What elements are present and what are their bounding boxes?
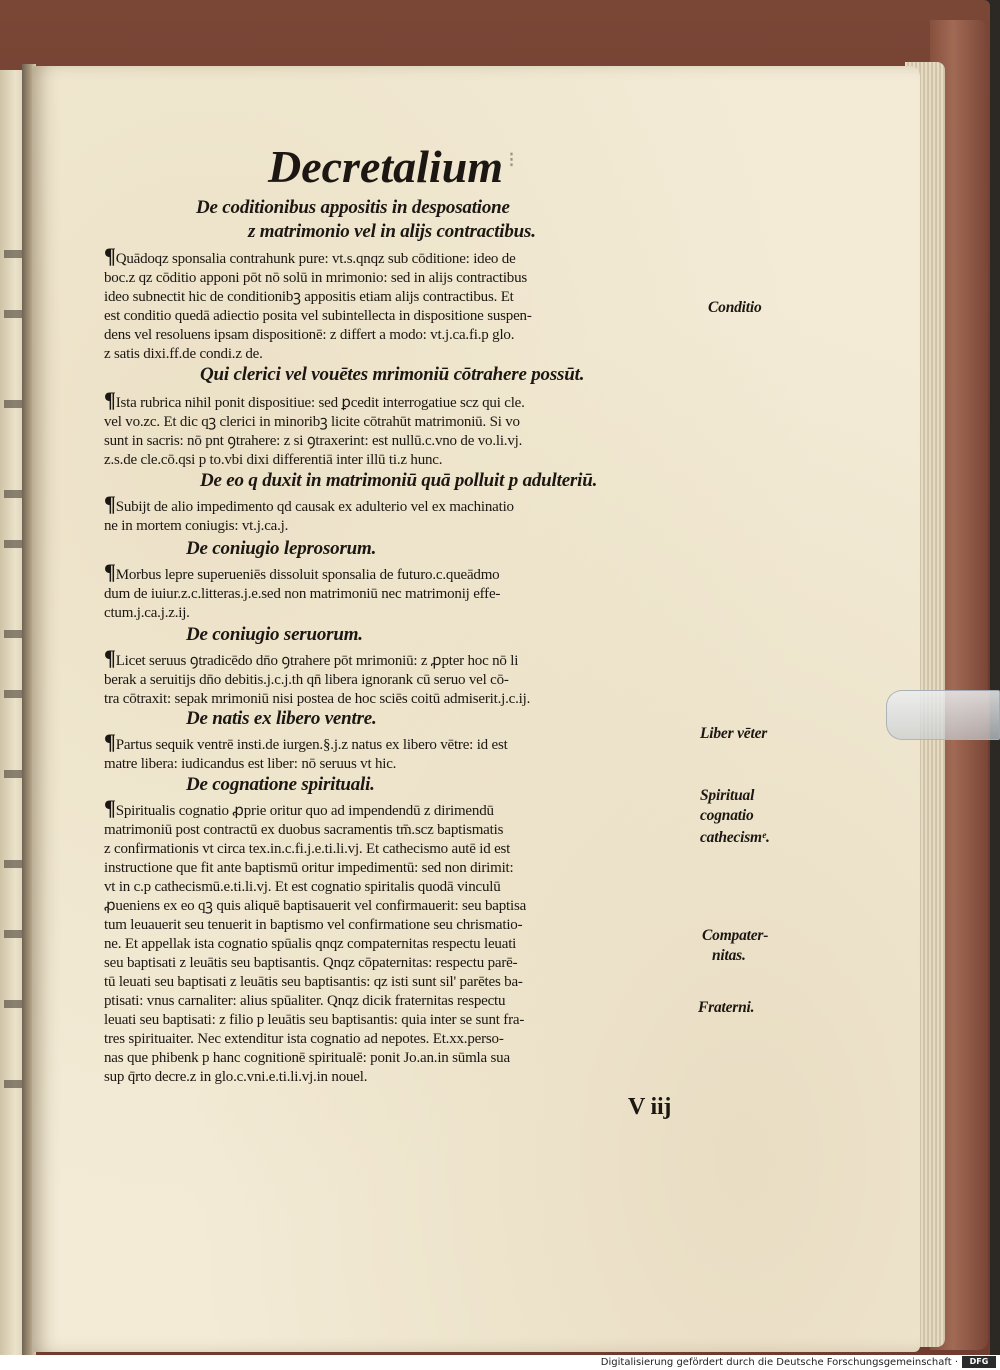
text-line: ꝓueniens ex eo qꝫ quis aliquē baptisauerit vel confirmauerit: seu baptisa: [104, 898, 527, 914]
paragraph-mark-icon: ¶: [104, 387, 116, 412]
dfg-logo: DFG: [962, 1356, 996, 1368]
text-line: boc.z qz cōditio apponi pōt nō solū in mrimonio: sed in alijs contractibus: [104, 270, 528, 286]
text-line: dum de iuiur.z.c.litteras.j.e.sed non matrimoniū nec matrimonij effe-: [104, 586, 501, 602]
section-heading: De eo q duxit in matrimoniū quā polluit p adulteriū.: [200, 470, 598, 491]
section-heading: De cognatione spirituali.: [186, 774, 375, 795]
text-line: tra cōtraxit: sepak mrimoniū nisi postea de hoc sciēs coitū admiserit.j.c.ij.: [104, 691, 531, 707]
section-body: [104, 795, 527, 1087]
text-line-content: Licet seruus ꝯtradicēdo dn̄o ꝯtrahere pōt mrimoniū: z ꝓpter hoc nō li: [115, 653, 519, 669]
section-body: [104, 491, 514, 536]
text-line: berak a seruitijs dn̄o debitis.j.c.j.th qn̄ libera ignorank cū seruo vel cō-: [104, 672, 509, 688]
text-line: z.s.de cle.cō.qsi p to.vbi dixi differentiā inter illū ti.z hunc.: [104, 452, 443, 468]
heading-line: De coditionibus appositis in desposatione: [196, 197, 510, 218]
paragraph-mark-icon: ¶: [104, 645, 116, 670]
margin-note: cathecismᵉ.: [700, 829, 770, 846]
page-title: Decretalium: [268, 141, 504, 192]
section-heading: Qui clerici vel vouētes mrimoniū cōtrahere possūt.: [200, 364, 585, 385]
text-line: [104, 491, 514, 517]
text-line: matre libera: iudicandus est liber: nō seruus vt hic.: [104, 756, 397, 772]
footer-credit: Digitalisierung gefördert durch die Deutsche Forschungsgemeinschaft ·: [600, 1357, 958, 1368]
text-line: ctum.j.ca.j.z.ij.: [104, 605, 190, 621]
section-body: [104, 243, 532, 364]
section-body: [104, 387, 525, 470]
text-line: [104, 243, 532, 269]
text-line: seu baptisati z leuātis seu baptisantis. Qnqz cōpaternitas: respectu parē-: [104, 955, 518, 971]
section-heading: De natis ex libero ventre.: [186, 708, 377, 729]
section-heading: [196, 196, 536, 244]
text-line: ptisati: vnus carnaliter: alius spūaliter. Qnqz dicik fraternitas respectu: [104, 993, 506, 1009]
page-clip: [886, 690, 1000, 740]
paragraph-mark-icon: ¶: [104, 795, 116, 820]
paragraph-mark-icon: ¶: [104, 559, 116, 584]
text-line: leuati seu baptisati: z filio p leuātis seu baptisantis: quia inter se sunt fra-: [104, 1012, 525, 1028]
text-line: ne. Et appellak ista cognatio spūalis qnqz compaternitas respectu leuati: [104, 936, 517, 952]
text-line: dens vel resoluens ipsam dispositionē: z differt a modo: vt.j.ca.fi.p glo.: [104, 327, 515, 343]
section-body: [104, 729, 508, 774]
margin-note: Liber vēter: [700, 725, 768, 742]
section-body: [104, 645, 531, 709]
margin-note: Conditio: [708, 299, 762, 316]
text-line: ideo subnectit hic de conditionibꝫ appositis etiam alijs contractibus. Et: [104, 289, 514, 305]
text-line: matrimoniū post contractū ex duobus sacramentis tm̄.scz baptismatis: [104, 822, 504, 838]
text-line-content: Subijt de alio impedimento qd causak ex adulterio vel ex machinatio: [115, 499, 514, 515]
section-heading: De coniugio seruorum.: [186, 624, 363, 645]
text-line: tum leuauerit seu tenuerit in baptismo vel confirmatione seu chrismatio-: [104, 917, 523, 933]
text-line-content: Ista rubrica nihil ponit dispositiue: sed ꝑcedit interrogatiue scz qui cle.: [115, 395, 525, 411]
text-line: sup q̄rto decre.z in glo.c.vni.e.ti.li.vj.in nouel.: [104, 1069, 368, 1085]
text-line: vel vo.zc. Et dic qꝫ clerici in minoribꝫ licite cōtrahūt matrimoniū. Si vo: [104, 414, 520, 430]
text-line: tū leuati seu baptisati z leuātis seu baptisantis: qz isti sunt sil' parētes ba-: [104, 974, 523, 990]
text-line: z satis dixi.ff.de condi.z de.: [104, 346, 263, 362]
text-line-content: Morbus lepre superueniēs dissoluit sponsalia de futuro.c.queādmo: [115, 567, 500, 583]
text-line: sunt in sacris: nō pnt ꝯtrahere: z si ꝯtraxerint: est nullū.c.vno de vo.li.vj.: [104, 433, 523, 449]
text-line: [104, 795, 526, 821]
margin-note: Spiritual: [700, 787, 755, 804]
signature-mark: V iij: [628, 1094, 672, 1120]
heading-line: z matrimonio vel in alijs contractibus.: [248, 221, 536, 242]
text-line: est conditio quedā adiectio posita vel subintellecta in dispositione suspen-: [104, 308, 532, 324]
text-line: [104, 559, 500, 585]
bleed-through-mark: ⁝: [508, 148, 515, 173]
text-line: ne in mortem coniugis: vt.j.ca.j.: [104, 518, 289, 534]
text-line: [104, 729, 508, 755]
margin-note: Fraterni.: [698, 999, 755, 1016]
text-line-content: Quādoqz sponsalia contrahunk pure: vt.s.qnqz sub cōditione: ideo de: [115, 251, 516, 267]
text-line-content: Partus sequik ventrē insti.de iurgen.§.j.z natus ex libero vētre: id est: [115, 737, 508, 753]
text-line: tres spirituaiter. Nec extenditur ista cognatio ad nepotes. Et.xx.perso-: [104, 1031, 504, 1047]
text-line: [104, 645, 530, 671]
paragraph-mark-icon: ¶: [104, 491, 116, 516]
margin-note: nitas.: [712, 947, 746, 964]
text-line: nas que phibenk p hanc cognitionē spiritualē: ponit Jo.an.in sūmla sua: [104, 1050, 510, 1066]
text-line: [104, 387, 525, 413]
margin-note: Compater-: [702, 927, 769, 944]
text-line: vt in c.p cathecismū.e.ti.li.vj. Et est cognatio spiritalis quodā vinculū: [104, 879, 501, 895]
paragraph-mark-icon: ¶: [104, 243, 116, 268]
text-line: instructione que fit ante baptismū oritur impedimentū: sed non dirimit:: [104, 860, 514, 876]
section-body: [104, 559, 501, 623]
text-line: z confirmationis vt circa tex.in.c.fi.j.e.ti.li.vj. Et cathecismo autē id est: [104, 841, 511, 857]
section-heading: De coniugio leprosorum.: [186, 538, 377, 559]
margin-note: cognatio: [700, 807, 754, 824]
text-line-content: Spiritualis cognatio ꝓprie oritur quo ad impendendū z dirimendū: [115, 803, 494, 819]
paragraph-mark-icon: ¶: [104, 729, 116, 754]
